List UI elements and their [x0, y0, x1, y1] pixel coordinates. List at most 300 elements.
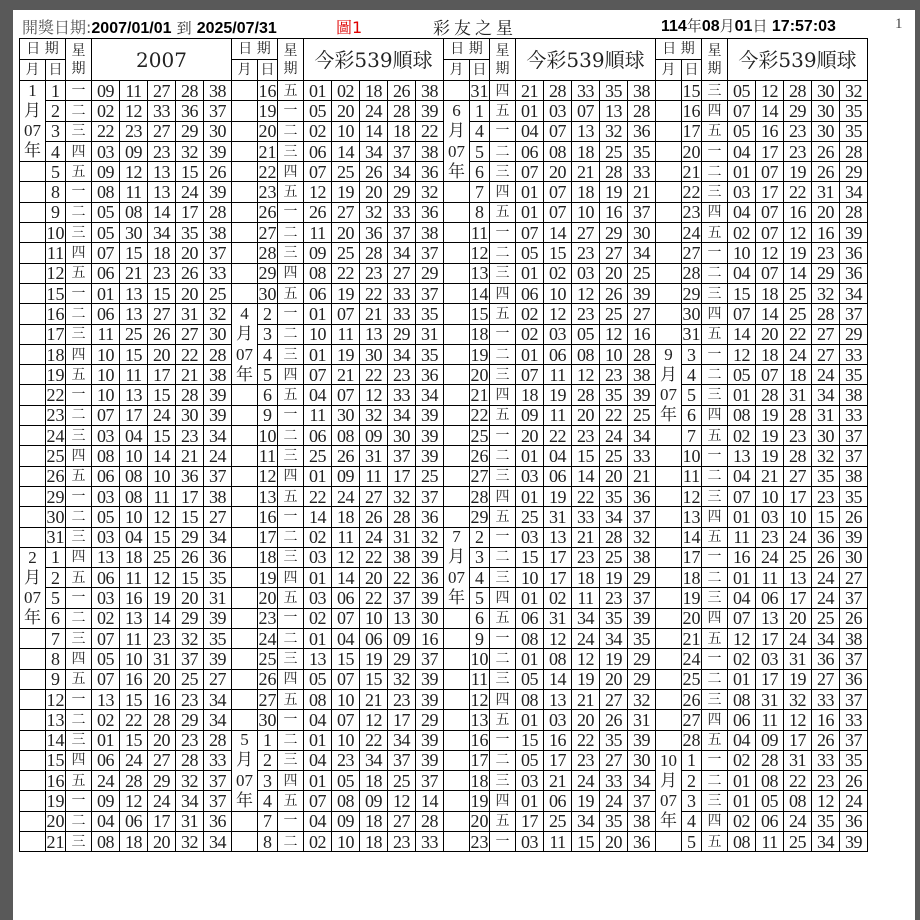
weekday-cell: 五	[490, 202, 516, 222]
table-row	[20, 162, 868, 182]
day-cell: 3	[258, 324, 278, 344]
month-cell	[444, 365, 470, 385]
number-cell: 25	[304, 446, 332, 466]
number-cell: 29	[388, 649, 416, 669]
day-cell: 19	[682, 588, 701, 609]
number-cell: 38	[628, 81, 656, 101]
day-cell: 14	[470, 283, 489, 304]
number-cell: 14	[544, 223, 572, 243]
number-cell: 33	[628, 162, 656, 182]
day-cell: 11	[46, 243, 65, 264]
number-cell: 07	[756, 365, 784, 385]
number-cell: 06	[92, 466, 120, 486]
month-cell: 年	[20, 141, 46, 161]
number-cell: 34	[812, 385, 840, 405]
number-cell: 21	[628, 466, 656, 486]
month-cell	[20, 811, 46, 831]
day-cell: 27	[258, 222, 277, 243]
number-cell: 27	[812, 344, 840, 364]
number-cell: 19	[572, 791, 600, 811]
number-cell: 24	[204, 446, 232, 466]
weekday-cell: 二	[278, 223, 304, 243]
print-month-unit: 月	[719, 17, 735, 35]
number-cell: 11	[120, 182, 148, 202]
number-cell: 34	[628, 243, 656, 263]
number-cell: 28	[572, 385, 600, 405]
number-cell: 31	[784, 750, 812, 770]
table-row	[20, 283, 868, 303]
number-cell: 11	[572, 588, 600, 608]
number-cell: 30	[628, 223, 656, 243]
number-cell: 12	[728, 344, 756, 364]
number-cell: 14	[572, 466, 600, 486]
month-cell: 年	[656, 405, 682, 425]
number-cell: 11	[120, 629, 148, 649]
number-cell: 14	[332, 568, 360, 588]
number-cell: 12	[304, 182, 332, 202]
month-cell	[656, 426, 682, 446]
day-cell: 7	[682, 426, 702, 446]
number-cell: 38	[204, 365, 232, 385]
month-cell	[444, 466, 470, 486]
number-cell: 30	[332, 405, 360, 425]
number-cell: 11	[544, 405, 572, 425]
month-cell	[20, 344, 46, 364]
day-cell: 24	[258, 628, 277, 649]
number-cell: 19	[600, 649, 628, 669]
number-cell: 38	[628, 365, 656, 385]
number-cell: 25	[784, 283, 812, 303]
number-cell: 02	[544, 263, 572, 283]
number-cell: 03	[304, 588, 332, 608]
number-cell: 01	[516, 710, 544, 730]
weekday-cell: 一	[702, 446, 728, 466]
day-cell: 27	[258, 689, 277, 710]
number-cell: 33	[812, 689, 840, 709]
number-cell: 08	[120, 486, 148, 506]
number-cell: 39	[416, 588, 444, 608]
number-cell: 39	[840, 223, 868, 243]
number-cell: 19	[784, 669, 812, 689]
weekday-cell: 五	[702, 730, 728, 750]
weekday-cell: 二	[702, 162, 728, 182]
number-cell: 03	[92, 141, 120, 161]
number-cell: 20	[516, 426, 544, 446]
print-month: 08	[701, 18, 720, 35]
month-cell	[232, 283, 258, 303]
number-cell: 30	[360, 344, 388, 364]
number-cell: 04	[728, 263, 756, 283]
number-cell: 28	[204, 730, 232, 750]
number-cell: 34	[204, 426, 232, 446]
weekday-cell: 二	[278, 629, 304, 649]
number-cell: 24	[332, 486, 360, 506]
month-cell	[444, 81, 470, 101]
day-cell: 19	[46, 364, 65, 385]
weekday-cell: 五	[66, 771, 92, 791]
number-cell: 20	[176, 283, 204, 303]
number-cell: 27	[784, 466, 812, 486]
number-cell: 22	[176, 344, 204, 364]
number-cell: 12	[388, 791, 416, 811]
header-day: 日	[258, 60, 278, 81]
month-cell	[444, 344, 470, 364]
number-cell: 39	[204, 608, 232, 628]
table-row	[20, 446, 868, 466]
number-cell: 39	[416, 446, 444, 466]
weekday-cell: 三	[278, 243, 304, 263]
month-cell: 07	[444, 568, 470, 588]
number-cell: 01	[728, 162, 756, 182]
month-cell	[656, 263, 682, 283]
weekday-cell: 五	[490, 710, 516, 730]
number-cell: 24	[784, 811, 812, 831]
number-cell: 38	[840, 466, 868, 486]
number-cell: 34	[628, 426, 656, 446]
weekday-cell: 二	[490, 649, 516, 669]
weekday-cell: 二	[66, 811, 92, 831]
month-cell	[444, 831, 470, 851]
weekday-cell: 四	[66, 344, 92, 364]
number-cell: 26	[360, 162, 388, 182]
number-cell: 05	[92, 223, 120, 243]
number-cell: 16	[756, 121, 784, 141]
number-cell: 37	[416, 243, 444, 263]
day-cell: 6	[682, 405, 702, 425]
number-cell: 25	[176, 669, 204, 689]
number-cell: 28	[204, 344, 232, 364]
weekday-cell: 五	[278, 791, 304, 811]
number-cell: 14	[728, 324, 756, 344]
month-cell	[444, 750, 470, 770]
weekday-cell: 三	[66, 527, 92, 547]
month-cell	[656, 669, 682, 689]
weekday-cell: 二	[66, 304, 92, 324]
day-cell: 9	[46, 669, 66, 689]
number-cell: 32	[840, 81, 868, 101]
table-row	[20, 405, 868, 425]
number-cell: 33	[416, 831, 444, 851]
weekday-cell: 五	[490, 101, 516, 121]
day-cell: 23	[258, 608, 277, 629]
number-cell: 31	[544, 608, 572, 628]
number-cell: 34	[148, 223, 176, 243]
number-cell: 36	[204, 811, 232, 831]
day-cell: 28	[258, 243, 277, 264]
day-cell: 6	[258, 385, 278, 405]
weekday-cell: 五	[702, 629, 728, 649]
number-cell: 39	[204, 649, 232, 669]
header-weekday-bottom: 期	[707, 60, 722, 77]
number-cell: 34	[840, 182, 868, 202]
number-cell: 11	[332, 527, 360, 547]
weekday-cell: 一	[278, 405, 304, 425]
table-row	[20, 324, 868, 344]
day-cell: 16	[682, 100, 701, 121]
number-cell: 37	[840, 730, 868, 750]
number-cell: 35	[204, 568, 232, 588]
number-cell: 35	[628, 629, 656, 649]
number-cell: 37	[840, 588, 868, 608]
number-cell: 11	[544, 831, 572, 851]
number-cell: 25	[812, 608, 840, 628]
weekday-cell: 二	[490, 141, 516, 161]
number-cell: 31	[148, 649, 176, 669]
number-cell: 13	[120, 283, 148, 303]
header-weekday-top: 星	[707, 42, 722, 59]
number-cell: 27	[360, 486, 388, 506]
weekday-cell: 三	[278, 344, 304, 364]
number-cell: 09	[516, 405, 544, 425]
number-cell: 15	[176, 162, 204, 182]
weekday-cell: 四	[66, 547, 92, 567]
month-cell: 月	[20, 568, 46, 588]
day-cell: 21	[258, 141, 277, 162]
weekday-cell: 三	[278, 446, 304, 466]
number-cell: 02	[92, 608, 120, 628]
header-day: 日	[470, 60, 490, 81]
number-cell: 16	[812, 710, 840, 730]
number-cell: 12	[544, 629, 572, 649]
number-cell: 30	[120, 223, 148, 243]
number-cell: 25	[784, 831, 812, 851]
month-cell	[232, 182, 258, 202]
day-cell: 5	[682, 831, 702, 851]
number-cell: 26	[812, 547, 840, 567]
number-cell: 16	[544, 730, 572, 750]
header-month: 月	[444, 60, 470, 81]
number-cell: 15	[120, 689, 148, 709]
weekday-cell: 一	[490, 324, 516, 344]
number-cell: 26	[204, 162, 232, 182]
number-cell: 02	[304, 527, 332, 547]
weekday-cell: 二	[278, 324, 304, 344]
month-cell: 年	[444, 162, 470, 182]
number-cell: 16	[812, 223, 840, 243]
day-cell: 4	[258, 344, 278, 364]
number-cell: 18	[360, 831, 388, 851]
day-cell: 27	[682, 709, 701, 730]
month-cell	[20, 243, 46, 263]
number-cell: 33	[204, 263, 232, 283]
number-cell: 36	[176, 101, 204, 121]
header-weekday-top: 星	[283, 42, 298, 59]
weekday-cell: 五	[66, 669, 92, 689]
day-cell: 12	[258, 466, 277, 487]
number-cell: 28	[176, 81, 204, 101]
number-cell: 24	[812, 365, 840, 385]
day-cell: 4	[682, 365, 702, 385]
weekday-cell: 一	[278, 608, 304, 628]
weekday-cell: 四	[490, 385, 516, 405]
number-cell: 23	[388, 831, 416, 851]
number-cell: 01	[516, 344, 544, 364]
number-cell: 39	[840, 527, 868, 547]
number-cell: 34	[812, 629, 840, 649]
number-cell: 21	[628, 182, 656, 202]
number-cell: 12	[544, 304, 572, 324]
month-cell: 月	[656, 771, 682, 791]
table-row	[20, 689, 868, 709]
number-cell: 23	[148, 141, 176, 161]
number-cell: 12	[148, 507, 176, 527]
number-cell: 19	[600, 568, 628, 588]
table-row	[20, 121, 868, 141]
number-cell: 32	[360, 405, 388, 425]
weekday-cell: 三	[702, 689, 728, 709]
number-cell: 06	[756, 811, 784, 831]
weekday-cell: 三	[278, 547, 304, 567]
weekday-cell: 一	[490, 629, 516, 649]
number-cell: 28	[176, 385, 204, 405]
weekday-cell: 一	[66, 588, 92, 608]
month-cell	[232, 710, 258, 730]
number-cell: 19	[332, 344, 360, 364]
number-cell: 37	[204, 791, 232, 811]
number-cell: 16	[728, 547, 756, 567]
number-cell: 37	[176, 649, 204, 669]
number-cell: 34	[360, 141, 388, 161]
number-cell: 07	[756, 223, 784, 243]
weekday-cell: 五	[490, 405, 516, 425]
weekday-cell: 五	[66, 162, 92, 182]
number-cell: 11	[120, 568, 148, 588]
weekday-cell: 二	[702, 771, 728, 791]
weekday-cell: 一	[490, 426, 516, 446]
number-cell: 02	[92, 710, 120, 730]
number-cell: 15	[728, 283, 756, 303]
number-cell: 26	[600, 710, 628, 730]
number-cell: 26	[840, 771, 868, 791]
number-cell: 28	[388, 101, 416, 121]
weekday-cell: 三	[490, 669, 516, 689]
number-cell: 13	[148, 162, 176, 182]
month-cell: 6	[444, 101, 470, 121]
number-cell: 29	[176, 608, 204, 628]
number-cell: 19	[756, 405, 784, 425]
number-cell: 04	[120, 426, 148, 446]
number-cell: 17	[388, 710, 416, 730]
number-cell: 10	[572, 202, 600, 222]
header-date: 日 期	[444, 39, 490, 60]
month-cell	[20, 689, 46, 709]
weekday-cell: 三	[66, 324, 92, 344]
number-cell: 10	[304, 324, 332, 344]
month-cell	[444, 608, 470, 628]
month-cell	[20, 750, 46, 770]
number-cell: 15	[120, 344, 148, 364]
number-cell: 39	[204, 182, 232, 202]
month-cell	[232, 588, 258, 608]
number-cell: 20	[176, 588, 204, 608]
number-cell: 23	[572, 547, 600, 567]
day-cell: 15	[46, 283, 65, 304]
number-cell: 17	[544, 750, 572, 770]
weekday-cell: 一	[490, 121, 516, 141]
number-cell: 01	[304, 629, 332, 649]
number-cell: 39	[416, 547, 444, 567]
number-cell: 31	[416, 324, 444, 344]
number-cell: 33	[388, 202, 416, 222]
number-cell: 25	[600, 547, 628, 567]
weekday-cell: 三	[66, 223, 92, 243]
weekday-cell: 五	[278, 81, 304, 101]
number-cell: 07	[544, 182, 572, 202]
number-cell: 18	[120, 547, 148, 567]
month-cell	[444, 263, 470, 283]
number-cell: 23	[600, 365, 628, 385]
number-cell: 33	[388, 385, 416, 405]
number-cell: 06	[92, 263, 120, 283]
number-cell: 11	[304, 405, 332, 425]
weekday-cell: 二	[66, 202, 92, 222]
day-cell: 6	[470, 162, 490, 182]
number-cell: 01	[516, 182, 544, 202]
number-cell: 22	[120, 710, 148, 730]
number-cell: 24	[812, 568, 840, 588]
number-cell: 33	[840, 344, 868, 364]
month-cell: 07	[20, 121, 46, 141]
number-cell: 10	[784, 507, 812, 527]
header-weekday-bottom: 期	[71, 60, 86, 77]
weekday-cell: 五	[278, 486, 304, 506]
number-cell: 25	[784, 547, 812, 567]
number-cell: 18	[388, 121, 416, 141]
number-cell: 11	[756, 710, 784, 730]
number-cell: 32	[176, 629, 204, 649]
number-cell: 39	[204, 405, 232, 425]
month-cell	[656, 710, 682, 730]
month-cell	[656, 121, 682, 141]
number-cell: 32	[628, 527, 656, 547]
number-cell: 13	[120, 385, 148, 405]
number-cell: 34	[204, 689, 232, 709]
number-cell: 20	[600, 466, 628, 486]
month-cell	[444, 649, 470, 669]
number-cell: 18	[756, 344, 784, 364]
number-cell: 18	[360, 811, 388, 831]
day-cell: 26	[46, 466, 65, 487]
number-cell: 32	[176, 141, 204, 161]
number-cell: 37	[204, 466, 232, 486]
month-cell: 月	[656, 365, 682, 385]
number-cell: 08	[516, 689, 544, 709]
number-cell: 20	[756, 324, 784, 344]
number-cell: 28	[756, 385, 784, 405]
number-cell: 22	[572, 486, 600, 506]
header-weekday	[278, 39, 304, 81]
number-cell: 02	[728, 750, 756, 770]
number-cell: 34	[812, 831, 840, 851]
number-cell: 21	[120, 263, 148, 283]
number-cell: 34	[628, 771, 656, 791]
number-cell: 15	[120, 243, 148, 263]
number-cell: 13	[92, 689, 120, 709]
number-cell: 29	[812, 263, 840, 283]
table-row	[20, 365, 868, 385]
number-cell: 26	[840, 608, 868, 628]
number-cell: 08	[728, 831, 756, 851]
number-cell: 32	[388, 669, 416, 689]
number-cell: 22	[360, 588, 388, 608]
day-cell: 22	[470, 405, 489, 426]
day-cell: 18	[470, 770, 489, 791]
day-cell: 11	[470, 222, 489, 243]
month-cell	[444, 202, 470, 222]
number-cell: 31	[784, 385, 812, 405]
number-cell: 34	[204, 527, 232, 547]
day-cell: 8	[470, 202, 490, 222]
